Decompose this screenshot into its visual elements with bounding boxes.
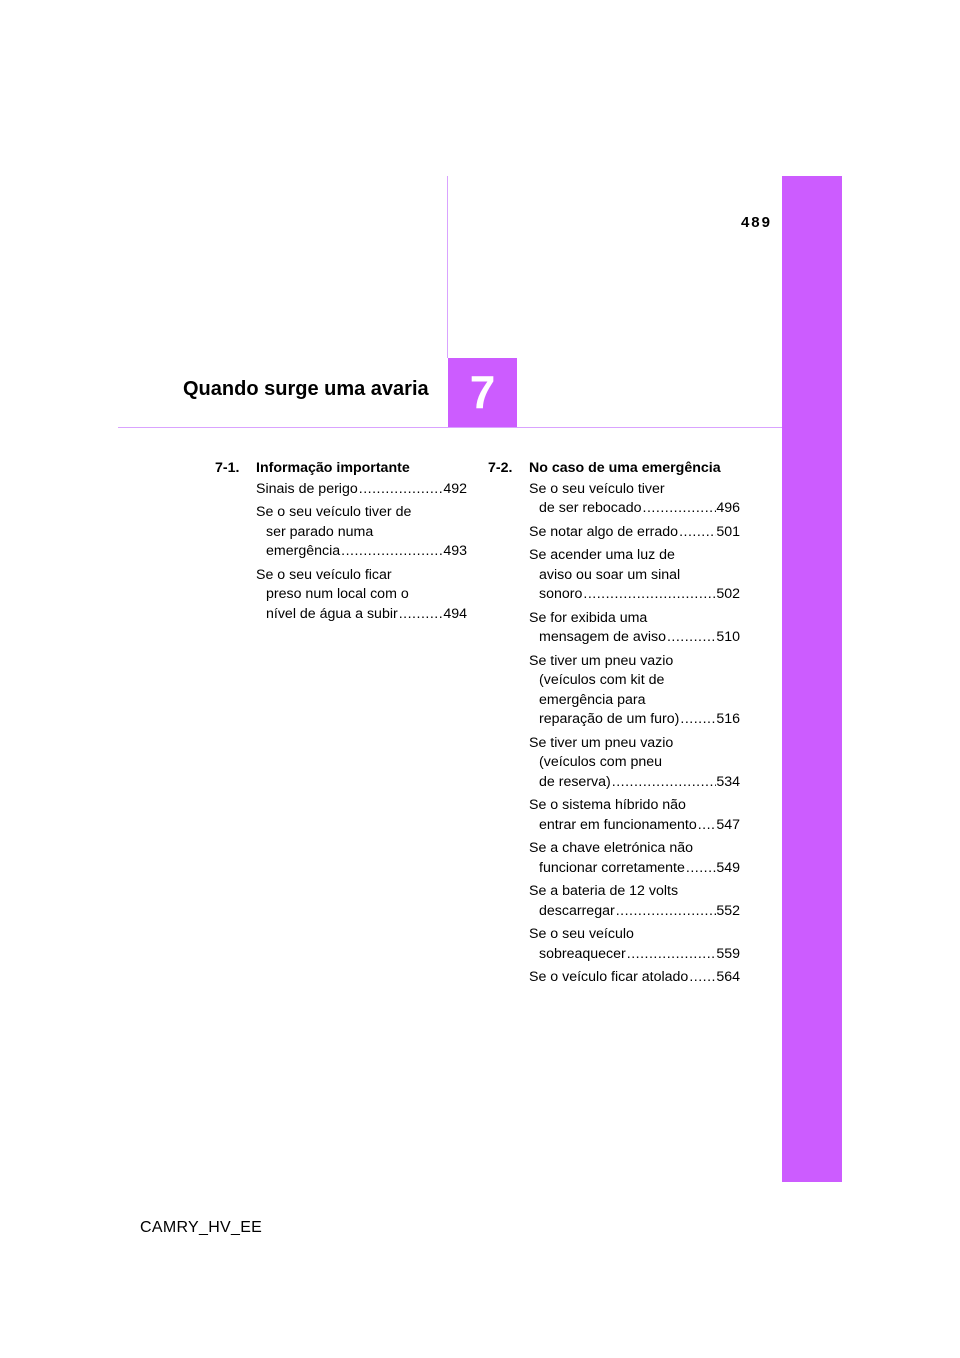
toc-entry-line: entrar em funcionamento [539, 816, 697, 833]
toc-entry[interactable] [529, 652, 740, 730]
toc-entry-last-line [256, 542, 467, 562]
toc-dot-leader [582, 585, 716, 605]
toc-column-2 [488, 459, 740, 992]
toc-dot-leader [340, 542, 443, 562]
chapter-sidebar-tab [782, 176, 842, 1182]
toc-entry-line: (veículos com kit de [539, 672, 665, 688]
toc-page-ref: 502 [716, 586, 740, 602]
toc-section-heading [488, 459, 740, 479]
toc-dot-leader [358, 480, 444, 500]
toc-entry-line: Se o sistema híbrido não [529, 797, 686, 813]
toc-entry-line: mensagem de aviso [539, 629, 666, 645]
toc-entry[interactable] [529, 734, 740, 793]
toc-page-ref: 552 [716, 902, 740, 919]
toc-page-ref: 516 [716, 711, 740, 727]
toc-page-ref: 501 [716, 523, 740, 540]
toc-page-ref: 547 [716, 816, 740, 833]
toc-entry-last-line [529, 859, 740, 879]
toc-entry-line: de ser rebocado [539, 500, 642, 516]
toc-dot-leader [679, 710, 716, 730]
toc-entry-line: ser parado numa [266, 523, 374, 540]
document-code: CAMRY_HV_EE [140, 1219, 263, 1236]
toc-entry-line: aviso ou soar um sinal [539, 566, 681, 583]
toc-entry-last-line [529, 585, 740, 605]
toc-entry-line: Se o seu veículo tiver [529, 480, 665, 497]
chapter-title: Quando surge uma avaria [183, 378, 429, 400]
toc-entry[interactable] [529, 925, 740, 964]
toc-dot-leader [697, 816, 717, 836]
toc-entry-last-line [529, 523, 740, 543]
toc-entry-last-line [256, 605, 467, 625]
toc-column-1 [215, 459, 467, 628]
toc-page-ref: 534 [716, 773, 740, 790]
toc-entry[interactable] [256, 503, 467, 562]
toc-entry-list [256, 480, 467, 625]
toc-section-number: 7-2. [488, 460, 513, 476]
toc-entry[interactable] [529, 546, 740, 605]
page-number: 489 [740, 214, 772, 231]
header-vertical-rule [447, 176, 448, 358]
toc-dot-leader [688, 968, 716, 988]
toc-entry-line: Se o seu veículo [529, 926, 634, 942]
toc-entry-last-line [529, 773, 740, 793]
toc-dot-leader [678, 523, 716, 543]
toc-dot-leader [626, 945, 717, 965]
toc-entry-list [529, 480, 740, 988]
toc-entry-line: Se o seu veículo tiver de [256, 504, 412, 520]
toc-entry-last-line [529, 710, 740, 730]
toc-dot-leader [666, 628, 716, 648]
toc-entry-last-line [529, 902, 740, 922]
toc-page-ref: 510 [716, 629, 740, 645]
toc-dot-leader [611, 773, 717, 793]
toc-entry[interactable] [529, 839, 740, 878]
toc-page-ref: 549 [716, 859, 740, 876]
chapter-number-box: 7 [448, 358, 517, 427]
toc-entry[interactable] [529, 968, 740, 988]
toc-dot-leader [642, 499, 717, 519]
toc-section-title: No caso de uma emergência [529, 460, 721, 476]
toc-entry-line: sonoro [539, 586, 583, 602]
toc-entry-line: Se tiver um pneu vazio [529, 652, 674, 669]
toc-section-title: Informação importante [256, 460, 410, 476]
toc-entry-line: Se notar algo de errado [529, 523, 679, 540]
toc-entry-last-line [529, 499, 740, 519]
toc-dot-leader [685, 859, 716, 879]
toc-entry-line: de reserva) [539, 773, 611, 790]
toc-dot-leader [615, 902, 717, 922]
toc-section-heading [215, 459, 467, 479]
toc-page-ref: 493 [443, 543, 467, 559]
toc-entry-line: Se tiver um pneu vazio [529, 734, 674, 751]
header-horizontal-rule [118, 427, 782, 428]
toc-entry[interactable] [256, 480, 467, 500]
toc-entry[interactable] [529, 480, 740, 519]
toc-entry-line: descarregar [539, 902, 615, 919]
toc-entry-last-line [529, 628, 740, 648]
toc-entry-last-line [529, 968, 740, 988]
toc-entry-line: Se o seu veículo ficar [256, 566, 392, 583]
toc-entry-line: nível de água a subir [266, 605, 398, 622]
toc-entry-last-line [529, 945, 740, 965]
toc-entry-line: Se acender uma luz de [529, 547, 675, 563]
toc-entry-line: Sinais de perigo [256, 480, 358, 497]
toc-page-ref: 496 [716, 500, 740, 516]
toc-entry-line: emergência [266, 543, 341, 559]
toc-entry[interactable] [529, 523, 740, 543]
toc-entry-last-line [529, 816, 740, 836]
toc-entry[interactable] [256, 566, 467, 625]
toc-dot-leader [398, 605, 444, 625]
toc-section-number: 7-1. [215, 460, 240, 476]
toc-entry-line: reparação de um furo) [539, 711, 680, 727]
toc-page-ref: 564 [716, 969, 740, 985]
toc-entry-line: Se a chave eletrónica não [529, 840, 694, 856]
toc-entry[interactable] [529, 609, 740, 648]
toc-entry-line: Se a bateria de 12 volts [529, 883, 679, 899]
toc-entry-line: sobreaquecer [539, 945, 626, 962]
toc-page-ref: 494 [443, 605, 467, 622]
toc-entry-line: Se o veículo ficar atolado [529, 969, 689, 985]
toc-page-ref: 492 [443, 480, 467, 497]
toc-entry-line: Se for exibida uma [529, 609, 648, 626]
toc-entry-last-line [256, 480, 467, 500]
toc-entry[interactable] [529, 882, 740, 921]
toc-entry[interactable] [529, 796, 740, 835]
toc-entry-line: emergência para [539, 691, 646, 708]
toc-entry-line: preso num local com o [266, 586, 409, 602]
toc-entry-line: (veículos com pneu [539, 754, 663, 770]
toc-entry-line: funcionar corretamente [539, 859, 685, 876]
toc-page-ref: 559 [716, 945, 740, 962]
